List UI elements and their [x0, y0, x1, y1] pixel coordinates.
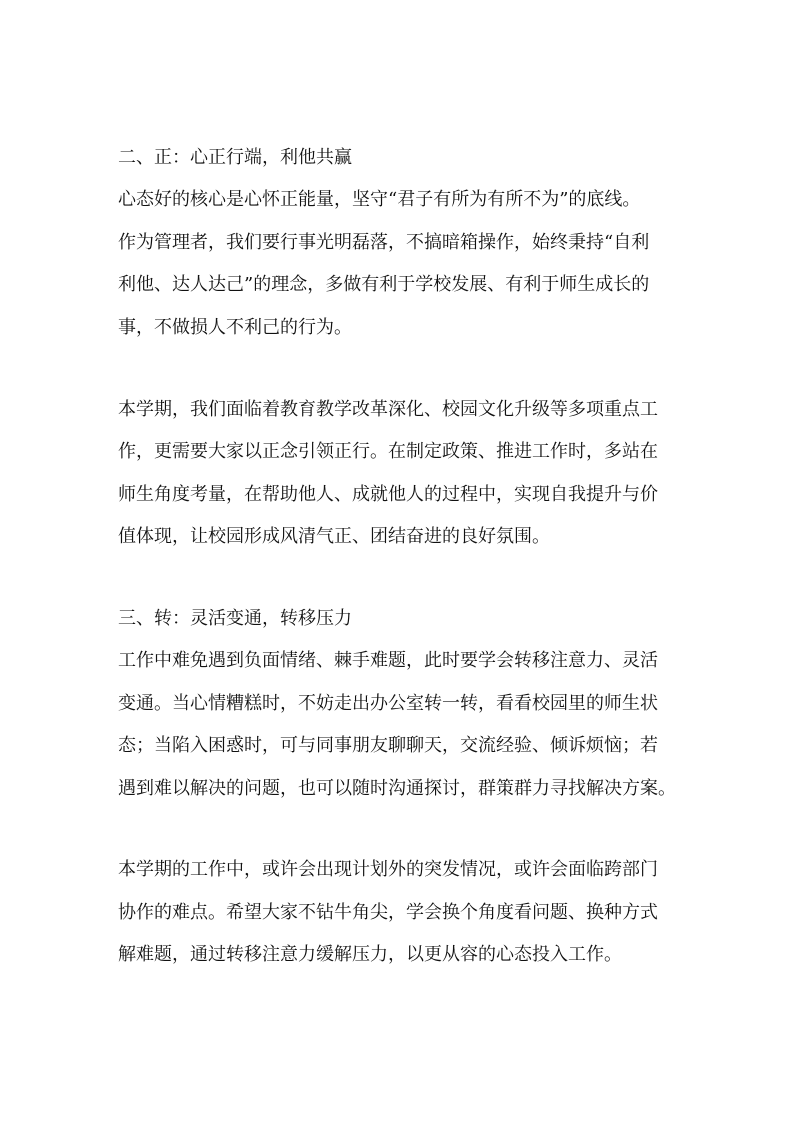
section-3-para-1-line-2: 变通。当心情糟糕时，不妨走出办公室转一转，看看校园里的师生状: [118, 693, 658, 714]
section-2-para-2-line-3: 师生角度考量，在帮助他人、成就他人的过程中，实现自我提升与价: [118, 484, 658, 505]
section-2-para-1-line-3: 利他、达人达己”的理念，多做有利于学校发展、有利于师生成长的: [118, 274, 650, 295]
section-2-para-2-line-1: 本学期，我们面临着教育教学改革深化、校园文化升级等多项重点工: [118, 399, 658, 420]
section-3-para-1-line-1: 工作中难免遇到负面情绪、棘手难题，此时要学会转移注意力、灵活: [118, 650, 658, 671]
section-2-para-1-line-2: 作为管理者，我们要行事光明磊落，不搞暗箱操作，始终秉持“自利: [118, 232, 650, 253]
section-3-para-2-line-1: 本学期的工作中，或许会出现计划外的突发情况，或许会面临跨部门: [118, 859, 658, 880]
section-2-para-2-line-2: 作，更需要大家以正念引领正行。在制定政策、推进工作时，多站在: [118, 441, 658, 462]
section-2-para-1-line-1: 心态好的核心是心怀正能量，坚守“君子有所为有所不为”的底线。: [118, 189, 641, 210]
section-3-para-2-line-3: 解难题，通过转移注意力缓解压力，以更从容的心态投入工作。: [118, 944, 622, 965]
section-3-para-2-line-2: 协作的难点。希望大家不钻牛角尖，学会换个角度看问题、换种方式: [118, 902, 658, 923]
section-3-para-1-line-4: 遇到难以解决的问题，也可以随时沟通探讨，群策群力寻找解决方案。: [118, 778, 676, 799]
section-2-para-2-line-4: 值体现，让校园形成风清气正、团结奋进的良好氛围。: [118, 526, 550, 547]
section-3-para-1-line-3: 态；当陷入困惑时，可与同事朋友聊聊天，交流经验、倾诉烦恼；若: [118, 735, 658, 756]
section-3-heading: 三、转：灵活变通，转移压力: [118, 608, 352, 629]
section-2-para-1-line-4: 事，不做损人不利己的行为。: [118, 317, 352, 338]
section-2-heading: 二、正：心正行端，利他共赢: [118, 147, 352, 168]
